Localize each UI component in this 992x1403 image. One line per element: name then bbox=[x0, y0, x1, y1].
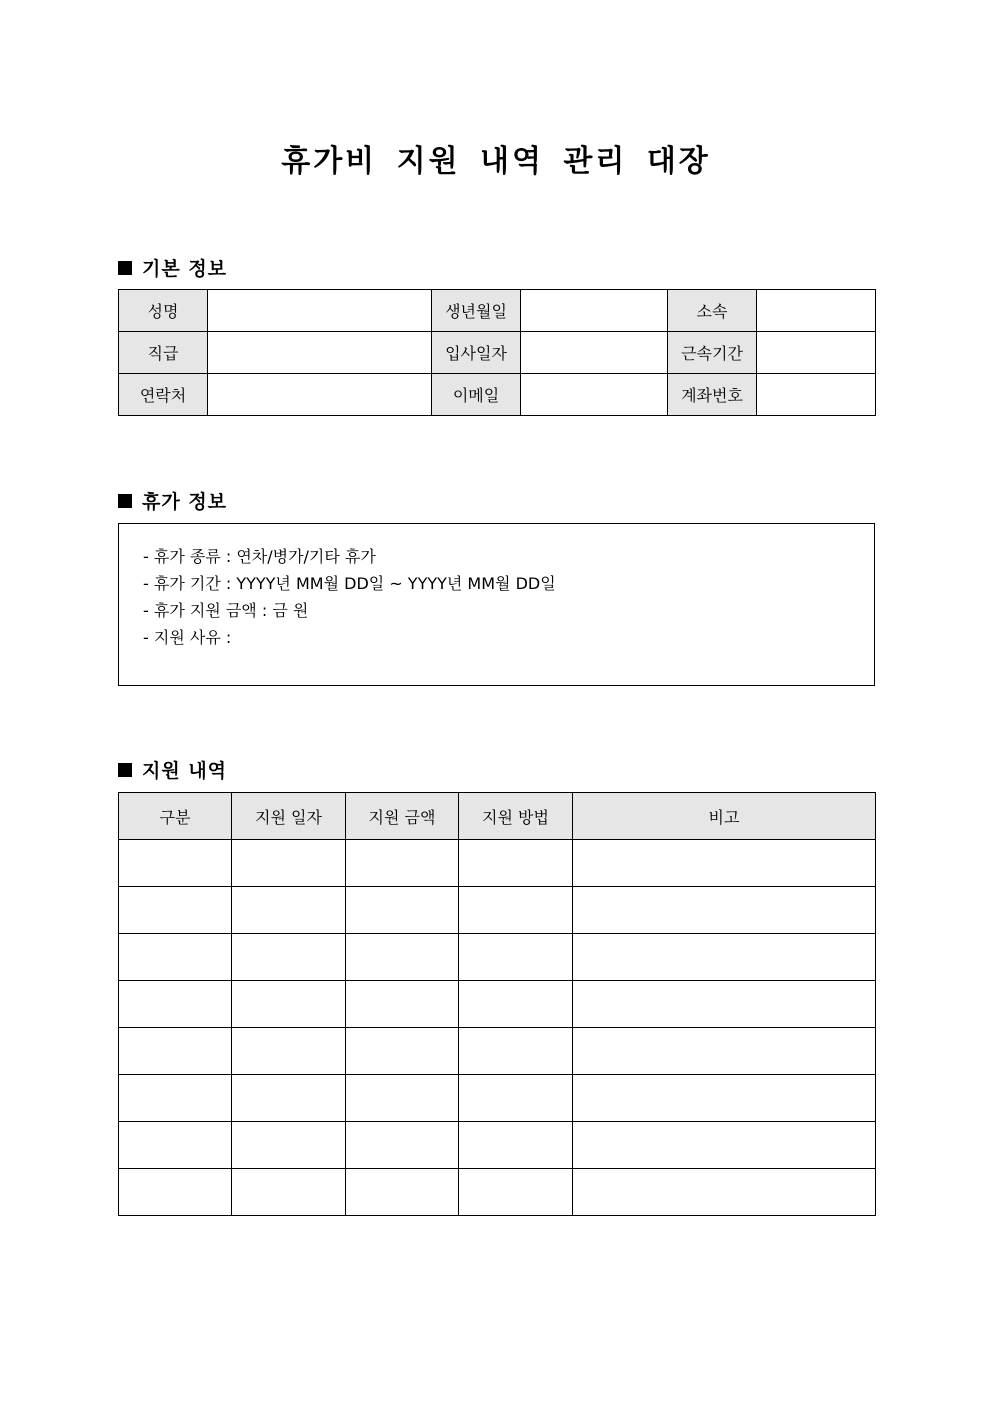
column-header-support-date: 지원 일자 bbox=[232, 793, 346, 840]
table-cell[interactable] bbox=[119, 1169, 232, 1216]
field-label-department: 소속 bbox=[668, 290, 757, 332]
table-cell[interactable] bbox=[232, 934, 346, 981]
table-cell[interactable] bbox=[346, 1075, 459, 1122]
field-label-position: 직급 bbox=[119, 332, 208, 374]
table-row bbox=[119, 840, 876, 887]
square-bullet-icon bbox=[118, 261, 132, 275]
table-cell[interactable] bbox=[232, 1169, 346, 1216]
field-value-birthdate[interactable] bbox=[521, 290, 668, 332]
field-label-account: 계좌번호 bbox=[668, 374, 757, 416]
table-row bbox=[119, 374, 876, 416]
table-cell[interactable] bbox=[459, 1122, 573, 1169]
section-heading-label: 휴가 정보 bbox=[142, 491, 228, 513]
table-cell[interactable] bbox=[119, 981, 232, 1028]
table-cell[interactable] bbox=[232, 1028, 346, 1075]
table-cell[interactable] bbox=[232, 1122, 346, 1169]
field-label-hire-date: 입사일자 bbox=[432, 332, 521, 374]
leave-info-box bbox=[118, 523, 875, 686]
table-cell[interactable] bbox=[459, 887, 573, 934]
leave-period-line: - 휴가 기간 : YYYY년 MM월 DD일 ~ YYYY년 MM월 DD일 bbox=[143, 574, 556, 593]
support-history-table bbox=[118, 792, 876, 1216]
table-cell[interactable] bbox=[119, 1122, 232, 1169]
table-cell[interactable] bbox=[232, 887, 346, 934]
table-cell[interactable] bbox=[573, 1122, 876, 1169]
leave-amount-line: - 휴가 지원 금액 : 금 원 bbox=[143, 601, 309, 620]
square-bullet-icon bbox=[118, 494, 132, 508]
table-cell[interactable] bbox=[573, 934, 876, 981]
field-value-tenure[interactable] bbox=[757, 332, 876, 374]
table-cell[interactable] bbox=[346, 934, 459, 981]
basic-info-table bbox=[118, 289, 876, 416]
field-value-contact[interactable] bbox=[208, 374, 432, 416]
table-cell[interactable] bbox=[119, 840, 232, 887]
table-row bbox=[119, 887, 876, 934]
table-cell[interactable] bbox=[459, 981, 573, 1028]
table-cell[interactable] bbox=[119, 1075, 232, 1122]
field-value-department[interactable] bbox=[757, 290, 876, 332]
table-cell[interactable] bbox=[346, 1169, 459, 1216]
table-cell[interactable] bbox=[459, 1028, 573, 1075]
table-cell[interactable] bbox=[573, 1028, 876, 1075]
column-header-category: 구분 bbox=[119, 793, 232, 840]
table-cell[interactable] bbox=[346, 1122, 459, 1169]
section-heading-label: 지원 내역 bbox=[142, 760, 228, 782]
field-label-tenure: 근속기간 bbox=[668, 332, 757, 374]
section-heading-support-history bbox=[118, 756, 227, 783]
table-cell[interactable] bbox=[573, 887, 876, 934]
table-cell[interactable] bbox=[459, 934, 573, 981]
table-cell[interactable] bbox=[573, 1169, 876, 1216]
column-header-support-amount: 지원 금액 bbox=[346, 793, 459, 840]
table-row bbox=[119, 981, 876, 1028]
field-label-birthdate: 생년월일 bbox=[432, 290, 521, 332]
column-header-remarks: 비고 bbox=[573, 793, 876, 840]
page-title: 휴가비 지원 내역 관리 대장 bbox=[281, 144, 711, 179]
table-cell[interactable] bbox=[119, 1028, 232, 1075]
table-cell[interactable] bbox=[459, 1075, 573, 1122]
table-cell[interactable] bbox=[232, 840, 346, 887]
table-cell[interactable] bbox=[232, 981, 346, 1028]
section-heading-label: 기본 정보 bbox=[142, 258, 228, 280]
section-heading-basic-info bbox=[118, 254, 227, 281]
table-cell[interactable] bbox=[573, 840, 876, 887]
field-value-email[interactable] bbox=[521, 374, 668, 416]
field-label-name: 성명 bbox=[119, 290, 208, 332]
table-cell[interactable] bbox=[573, 1075, 876, 1122]
table-cell[interactable] bbox=[346, 840, 459, 887]
section-heading-leave-info bbox=[118, 487, 227, 514]
field-value-account[interactable] bbox=[757, 374, 876, 416]
field-value-name[interactable] bbox=[208, 290, 432, 332]
table-header-row bbox=[119, 793, 876, 840]
field-label-contact: 연락처 bbox=[119, 374, 208, 416]
table-row bbox=[119, 332, 876, 374]
table-row bbox=[119, 1028, 876, 1075]
table-cell[interactable] bbox=[119, 887, 232, 934]
table-cell[interactable] bbox=[346, 1028, 459, 1075]
table-cell[interactable] bbox=[346, 981, 459, 1028]
column-header-support-method: 지원 방법 bbox=[459, 793, 573, 840]
table-cell[interactable] bbox=[346, 887, 459, 934]
leave-type-line: - 휴가 종류 : 연차/병가/기타 휴가 bbox=[143, 547, 376, 566]
leave-reason-line: - 지원 사유 : bbox=[143, 628, 232, 647]
table-cell[interactable] bbox=[459, 840, 573, 887]
table-row bbox=[119, 1075, 876, 1122]
field-label-email: 이메일 bbox=[432, 374, 521, 416]
table-cell[interactable] bbox=[119, 934, 232, 981]
table-row bbox=[119, 1169, 876, 1216]
field-value-hire-date[interactable] bbox=[521, 332, 668, 374]
field-value-position[interactable] bbox=[208, 332, 432, 374]
table-row bbox=[119, 1122, 876, 1169]
table-cell[interactable] bbox=[232, 1075, 346, 1122]
square-bullet-icon bbox=[118, 763, 132, 777]
table-cell[interactable] bbox=[459, 1169, 573, 1216]
table-cell[interactable] bbox=[573, 981, 876, 1028]
table-row bbox=[119, 934, 876, 981]
table-row bbox=[119, 290, 876, 332]
